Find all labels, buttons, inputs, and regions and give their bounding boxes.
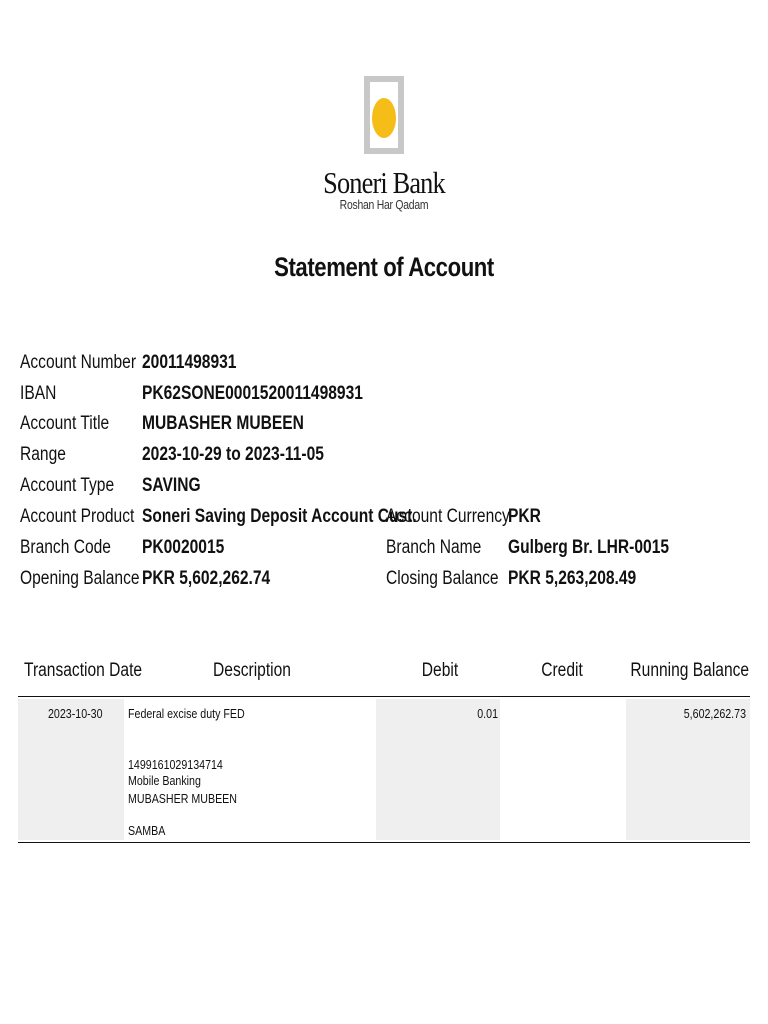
account-type-label: Account Type <box>20 475 115 496</box>
branch-name-value: Gulberg Br. LHR-0015 <box>508 537 670 558</box>
account-number-value: 20011498931 <box>142 352 237 373</box>
closing-balance-value: PKR 5,263,208.49 <box>508 568 637 589</box>
branch-code-label: Branch Code <box>20 537 111 558</box>
cell-description-line2: 1499161029134714 <box>128 757 223 772</box>
transactions-table <box>18 656 750 843</box>
branch-name-label: Branch Name <box>386 537 482 558</box>
column-header-date: Transaction Date <box>24 660 143 681</box>
column-header-credit: Credit <box>541 660 583 681</box>
iban-value: PK62SONE0001520011498931 <box>142 383 363 404</box>
account-product-value: Soneri Saving Deposit Account Cust. <box>142 506 417 527</box>
cell-description-line4: MUBASHER MUBEEN <box>128 791 237 806</box>
page-title: Statement of Account <box>274 252 494 282</box>
bank-logo <box>0 76 768 212</box>
column-header-running-balance: Running Balance <box>630 660 750 681</box>
account-title-label: Account Title <box>20 413 110 434</box>
account-type-value: SAVING <box>142 475 201 496</box>
column-header-description: Description <box>213 660 291 681</box>
account-number-label: Account Number <box>20 352 137 373</box>
range-value: 2023-10-29 to 2023-11-05 <box>142 444 324 465</box>
opening-balance-label: Opening Balance <box>20 568 140 589</box>
bank-tagline: Roshan Har Qadam <box>339 197 429 212</box>
cell-running-balance: 5,602,262.73 <box>683 706 746 721</box>
cell-description-line5: SAMBA <box>128 823 166 838</box>
account-currency-value: PKR <box>508 506 541 527</box>
table-row <box>18 697 750 843</box>
opening-balance-value: PKR 5,602,262.74 <box>142 568 271 589</box>
iban-label: IBAN <box>20 383 57 404</box>
closing-balance-label: Closing Balance <box>386 568 499 589</box>
branch-code-value: PK0020015 <box>142 537 225 558</box>
account-product-label: Account Product <box>20 506 135 527</box>
cell-description-line1: Federal excise duty FED <box>128 706 245 721</box>
cell-date: 2023-10-30 <box>48 706 103 721</box>
account-currency-label: Account Currency <box>386 506 510 527</box>
cell-debit: 0.01 <box>477 706 498 721</box>
range-label: Range <box>20 444 66 465</box>
column-header-debit: Debit <box>421 660 459 681</box>
cell-description-line3: Mobile Banking <box>128 773 201 788</box>
sun-emblem-icon <box>364 76 404 154</box>
account-title-value: MUBASHER MUBEEN <box>142 413 304 434</box>
table-header <box>18 656 750 697</box>
bank-name: Soneri Bank <box>323 165 445 200</box>
